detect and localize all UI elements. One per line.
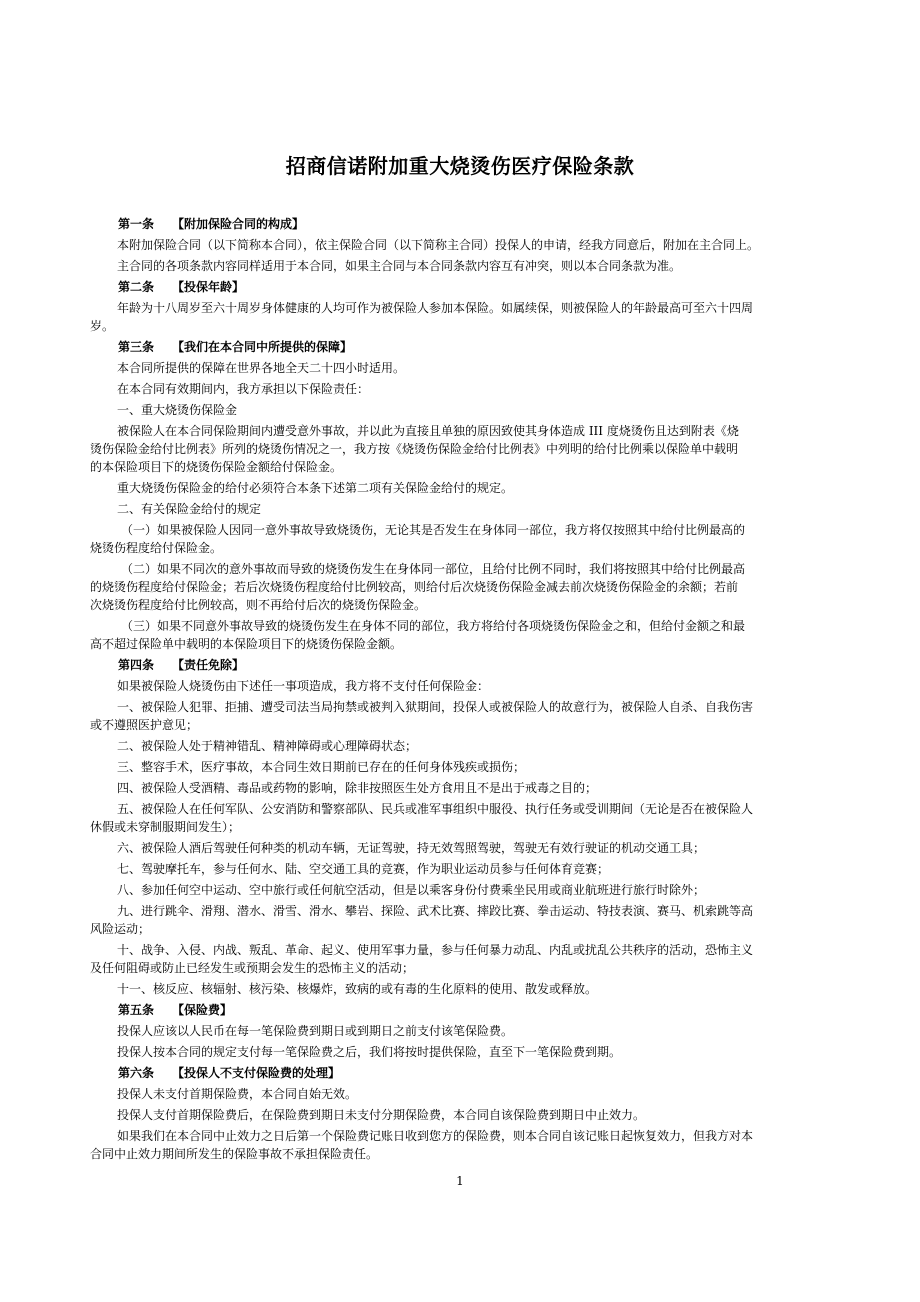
article-number: 第五条 <box>118 1003 155 1017</box>
paragraph-line-continued: 的烧烫伤程度给付保险金；若后次烧烫伤程度给付比例较高，则给付后次烧烫伤保险金减去前次烧烫伤保险金的余额；若前 <box>90 580 739 594</box>
paragraph-line: 投保人支付首期保险费后，在保险费到期日未支付分期保险费，本合同自该保险费到期日中止效力。 <box>117 1108 646 1122</box>
article-title: 【投保人不支付保险费的处理】 <box>172 1066 341 1080</box>
article-heading <box>90 656 832 674</box>
paragraph-line: 投保人按本合同的规定支付每一笔保险费之后，我们将按时提供保险，直至下一笔保险费到期。 <box>117 1045 622 1059</box>
article-number: 第一条 <box>118 217 155 231</box>
article-number: 第三条 <box>118 340 155 354</box>
paragraph-line-continued: 岁。 <box>90 319 115 333</box>
paragraph-line: 被保险人在本合同保险期间内遭受意外事故，并以此为直接且单独的原因致使其身体造成 III 度烧烫伤且达到附表《烧 <box>117 424 739 438</box>
article-heading <box>90 215 832 233</box>
article-title: 【我们在本合同中所提供的保障】 <box>172 340 353 354</box>
paragraph-line: 八、参加任何空中运动、空中旅行或任何航空活动，但是以乘客身份付费乘坐民用或商业航班进行旅行时除外； <box>117 883 706 897</box>
paragraph-line-continued: 休假或未穿制服期间发生）； <box>90 820 241 834</box>
paragraph-line: （一）如果被保险人因同一意外事故导致烧烫伤，无论其是否发生在身体同一部位，我方将仅按照其中给付比例最高的 <box>121 523 746 537</box>
paragraph-line: 一、被保险人犯罪、拒捕、遭受司法当局拘禁或被判入狱期间，投保人或被保险人的故意行为，被保险人自杀、自我伤害 <box>117 700 754 714</box>
paragraph-line: 三、整容手术，医疗事故，本合同生效日期前已存在的任何身体残疾或损伤； <box>117 760 526 774</box>
paragraph-line-continued: 烧烫伤程度给付保险金。 <box>90 541 223 555</box>
paragraph-line: 重大烧烫伤保险金的给付必须符合本条下述第二项有关保险金给付的规定。 <box>117 481 514 495</box>
paragraph-line: 投保人未支付首期保险费，本合同自始无效。 <box>117 1087 358 1101</box>
document-body <box>90 212 832 1163</box>
paragraph-line-continued: 及任何阻碍或防止已经发生或预期会发生的恐怖主义的活动； <box>90 961 415 975</box>
document-title: 招商信诺附加重大烧烫伤医疗保险条款 <box>285 154 635 178</box>
paragraph-line: 投保人应该以人民币在每一笔保险费到期日或到期日之前支付该笔保险费。 <box>117 1024 514 1038</box>
article-heading <box>90 1001 832 1019</box>
paragraph-line: 本合同所提供的保障在世界各地全天二十四小时适用。 <box>117 361 406 375</box>
paragraph-line: 四、被保险人受酒精、毒品或药物的影响，除非按照医生处方食用且不是出于戒毒之目的； <box>117 781 598 795</box>
article-heading <box>90 1064 832 1082</box>
article-heading <box>90 278 832 296</box>
paragraph-line-continued: 合同中止效力期间所发生的保险事故不承担保险责任。 <box>90 1147 379 1161</box>
article-heading <box>90 338 832 356</box>
paragraph-line: 年龄为十八周岁至六十周岁身体健康的人均可作为被保险人参加本保险。如属续保，则被保险人的年龄最高可至六十四周 <box>117 301 754 315</box>
paragraph-line: 七、驾驶摩托车，参与任何水、陆、空交通工具的竞赛，作为职业运动员参与任何体育竞赛； <box>117 862 610 876</box>
paragraph-line: 一、重大烧烫伤保险金 <box>117 403 238 417</box>
paragraph-line: 十一、核反应、核辐射、核污染、核爆炸，致病的或有毒的生化原料的使用、散发或释放。 <box>117 982 598 996</box>
paragraph-line: 六、被保险人酒后驾驶任何种类的机动车辆，无证驾驶，持无效驾照驾驶，驾驶无有效行驶证的机动交通工具； <box>117 841 706 855</box>
paragraph-line: （二）如果不同次的意外事故而导致的烧烫伤发生在身体同一部位，且给付比例不同时，我们将按照其中给付比例最高 <box>121 562 746 576</box>
paragraph-line: （三）如果不同意外事故导致的烧烫伤发生在身体不同的部位，我方将给付各项烧烫伤保险金之和，但给付金额之和最 <box>121 619 746 633</box>
paragraph-line-continued: 或不遵照医护意见； <box>90 718 199 732</box>
article-number: 第六条 <box>118 1066 155 1080</box>
paragraph-line-continued: 烫伤保险金给付比例表》所列的烧烫伤情况之一，我方按《烧烫伤保险金给付比例表》中列明的给付比例乘以保险单中载明 <box>90 442 739 456</box>
paragraph-line: 二、有关保险金给付的规定 <box>117 502 262 516</box>
paragraph-line: 九、进行跳伞、滑翔、潜水、滑雪、滑水、攀岩、探险、武术比赛、摔跤比赛、拳击运动、特技表演、赛马、机索跳等高 <box>117 904 754 918</box>
paragraph-line: 二、被保险人处于精神错乱、精神障碍或心理障碍状态； <box>117 739 418 753</box>
paragraph-line: 在本合同有效期间内，我方承担以下保险责任： <box>117 382 370 396</box>
page-number: 1 <box>456 1174 464 1188</box>
paragraph-line-continued: 高不超过保险单中载明的本保险项目下的烧烫伤保险金额。 <box>90 637 403 651</box>
paragraph-line: 五、被保险人在任何军队、公安消防和警察部队、民兵或准军事组织中服役、执行任务或受训期间（无论是否在被保险人 <box>117 802 754 816</box>
article-title: 【附加保险合同的构成】 <box>172 217 305 231</box>
paragraph-line: 如果我们在本合同中止效力之日后第一个保险费记账日收到您方的保险费，则本合同自该记账日起恢复效力，但我方对本 <box>117 1129 754 1143</box>
paragraph-line-continued: 次烧烫伤程度给付比例较高，则不再给付后次的烧烫伤保险金。 <box>90 598 427 612</box>
paragraph-line: 本附加保险合同（以下简称本合同），依主保险合同（以下简称主合同）投保人的申请，经我方同意后，附加在主合同上。 <box>117 238 760 252</box>
paragraph-line: 如果被保险人烧烫伤由下述任一事项造成，我方将不支付任何保险金： <box>117 679 490 693</box>
paragraph-line: 主合同的各项条款内容同样适用于本合同，如果主合同与本合同条款内容互有冲突，则以本合同条款为准。 <box>117 259 682 273</box>
article-title: 【投保年龄】 <box>172 280 245 294</box>
article-number: 第二条 <box>118 280 155 294</box>
paragraph-line: 十、战争、入侵、内战、叛乱、革命、起义、使用军事力量，参与任何暴力动乱、内乱或扰乱公共秩序的活动，恐怖主义 <box>117 943 754 957</box>
article-title: 【保险费】 <box>172 1003 233 1017</box>
article-number: 第四条 <box>118 658 155 672</box>
article-title: 【责任免除】 <box>172 658 245 672</box>
paragraph-line-continued: 的本保险项目下的烧烫伤保险金额给付保险金。 <box>90 460 343 474</box>
paragraph-line-continued: 风险运动； <box>90 922 151 936</box>
